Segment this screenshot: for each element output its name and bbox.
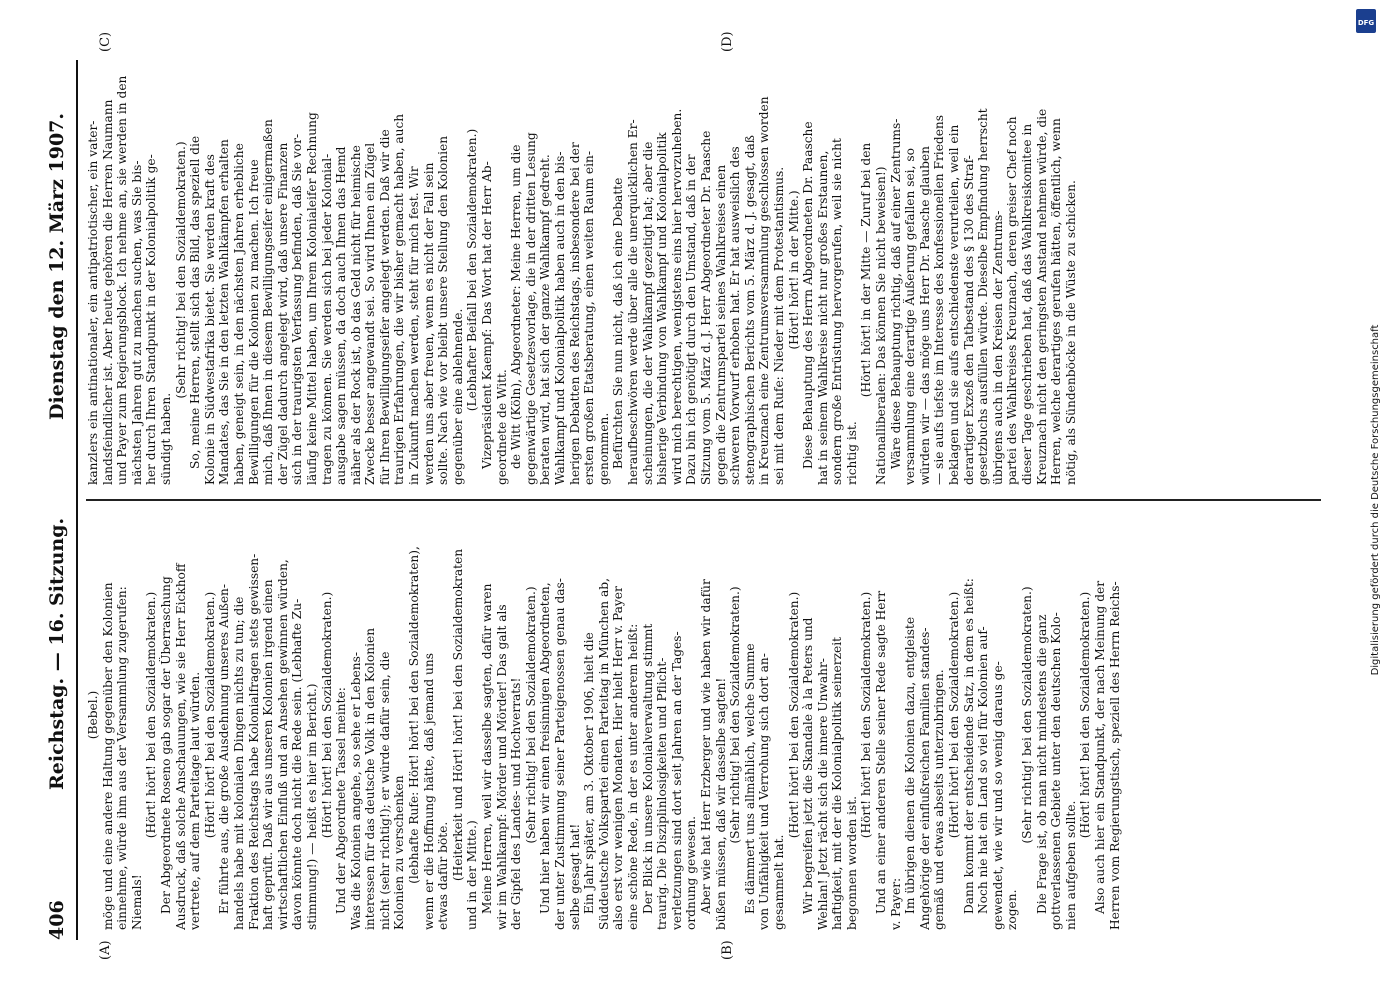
text-line: näher als der Rock ist, ob das Geld nicht für heimische (348, 145, 363, 485)
text-line: Angehörige der einflußreichen Familien standes- (917, 627, 932, 930)
text-line: tragen zu können. Sie werden sich bei jeder Kolonial- (319, 153, 334, 485)
text-line: von Unfähigkeit und Verrohung sich dort an- (757, 653, 772, 930)
text-line: Kolonie in Südwestafrika bietet. Sie werden kraft des (202, 154, 217, 485)
text-line: Ein Jahr später, am 3. Oktober 1906, hielt die (582, 632, 597, 914)
text-line: gegen die Zentrumspartei seines Wahlkreises einen (713, 164, 728, 485)
text-line: in Zukunft machen werden, steht für mich fest. Wir (407, 166, 422, 485)
text-line: gottverlassenen Gebiete unter den deutschen Kolo- (1049, 612, 1064, 930)
text-line: partei des Wahlkreises Kreuznach, deren greiser Chef noch (1005, 116, 1020, 485)
text-line: vertrete, auf dem Parteitage laut würden. (188, 671, 203, 930)
text-line: Aber wie hat Herr Erzberger und wie haben wir dafür (698, 579, 713, 914)
text-line: sondern große Entrüstung hervorgerufen, weil sie nicht (830, 138, 845, 485)
text-line: (lebhafte Rufe: Hört! hört! bei den Sozialdemokraten), (407, 546, 422, 884)
text-line: Befürchten Sie nun nicht, daß ich eine Debatte (611, 177, 626, 469)
text-line: Herren vom Regierungstisch, speziell des Herrn Reichs- (1107, 581, 1122, 930)
text-line: Ausdruck, daß solche Anschauungen, wie sie Herr Eickhoff (173, 563, 188, 930)
text-line: traurig. Die Disziplinlosigkeiten und Pflicht- (655, 657, 670, 930)
margin-marker-b: (B) (720, 940, 735, 960)
text-line: begonnen worden ist. (844, 795, 859, 930)
text-line: (Sehr richtig! bei den Sozialdemokraten.) (728, 586, 743, 844)
text-line: (Hört! hört! bei den Sozialdemokraten.) (947, 591, 962, 839)
text-line: Dann kommt der entscheidende Satz, in dem es heißt: (961, 578, 976, 914)
text-line: Fraktion des Reichstags habe Kolonialfragen stets gewissen- (246, 553, 261, 930)
text-line: und Payer zum Regierungsblock. Ich nehme an, sie werden in den (115, 75, 130, 485)
svg-text:DFG: DFG (1357, 19, 1375, 27)
text-line: haftigkeit, mit der die Kolonialpolitik seinerzeit (830, 636, 845, 930)
text-line: für Ihren Bewilligungseifer angelegt werden. Daß wir die (377, 129, 392, 485)
text-line: stimmung!) — heißt es hier im Bericht.) (304, 683, 319, 930)
text-line: (Sehr richtig! bei den Sozialdemokraten.) (523, 586, 538, 844)
text-line: nicht (sehr richtig!); er würde dafür sein, die (377, 651, 392, 930)
text-line: Zwecke besser angewandt sei. So wird Ihnen ein Zügel (363, 142, 378, 485)
text-line: kanzlers ein antinationaler, ein antipatriotischer, ein vater- (86, 120, 100, 485)
text-line: de Witt (Köln), Abgeordneter: Meine Herren, um die (509, 144, 524, 469)
running-title: Reichstag. — 16. Sitzung. (46, 517, 68, 790)
text-line: läufig keine Mittel haben, um Ihrem Kolonialeifer Rechnung (304, 112, 319, 485)
text-line: selbe gesagt hat! (567, 823, 582, 930)
text-line: in Kreuznach eine Zentrumsversammlung geschlossen worden (757, 96, 772, 485)
text-line: gesetzbuchs ausfüllen würde. Dieselbe Empfindung herrscht (976, 108, 991, 485)
text-line: büßen müssen, daß wir dasselbe sagten! (713, 677, 728, 930)
text-line: interessen für das deutsche Volk in den Kolonien (363, 627, 378, 930)
text-line: scheinungen, die der Wahlkampf gezeitigt hat; aber die (640, 141, 655, 485)
text-line: heraufbeschwören werde über alle die unerquicklichen Er- (625, 119, 640, 485)
header-rule (76, 60, 78, 940)
text-line: Und der Abgeordnete Tassel meinte: (334, 687, 349, 914)
text-line: Niemals! (129, 874, 144, 930)
dfg-logo (1355, 8, 1377, 34)
text-line: sündigt haben. (158, 392, 173, 485)
svg-text:Digitalisierung gefördert durc: Digitalisierung gefördert durch die Deutsche Forschungsgemeinschaft (1370, 324, 1381, 676)
text-line: einnehme, würde ihm aus der Versammlung zugerufen: (115, 586, 130, 930)
text-line: (Hört! hört! bei den Sozialdemokraten.) (786, 591, 801, 839)
text-line: Meine Herren, weil wir dasselbe sagten, dafür waren (480, 583, 495, 914)
text-line: zogen. (1005, 889, 1020, 930)
text-line: (Hört! hört! bei den Sozialdemokraten.) (144, 591, 159, 839)
text-line: nächsten Jahren gut zu machen suchen, was Sie bis- (129, 160, 144, 485)
digitization-credit (1366, 60, 1382, 940)
text-line: Es dämmert uns allmählich, welche Summe (742, 643, 757, 914)
text-line: (Hört! hört! in der Mitte — Zuruf bei den (859, 142, 874, 398)
text-line: handels habe mit kolonialen Dingen nichts zu tun; die (231, 596, 246, 930)
text-line: genommen. (596, 412, 611, 485)
text-line: haben, geneigt sein, in den nächsten Jahren erhebliche (231, 143, 246, 485)
column-divider (86, 499, 1321, 501)
text-line: Der Blick in unsere Kolonialverwaltung stimmt (640, 623, 655, 914)
text-line: Bewilligungen für die Kolonien zu machen. Ich freue (246, 159, 261, 485)
text-line: der Zügel dadurch angelegt wird, daß unsere Finanzen (275, 142, 290, 485)
text-line: Und hier haben wir einen freisinnigen Abgeordneten, (538, 582, 553, 914)
text-line: Der Abgeordnete Roseno gab sogar der Überraschung (158, 576, 173, 914)
text-line: (Lebhafter Beifall bei den Sozialdemokraten.) (465, 128, 480, 412)
text-line: stenographischen Berichts vom 5. März d. J. gesagt, daß (742, 135, 757, 485)
text-line: wird mich berechtigen, wenigstens eins hier hervorzuheben. (669, 108, 684, 485)
text-line: möge und eine andere Haltung gegenüber den Kolonien (100, 582, 115, 930)
text-line: Wehlan! Jetzt rächt sich die innere Unwahr- (815, 658, 830, 930)
margin-marker-d: (D) (720, 31, 735, 52)
text-line: gesammelt hat. (771, 834, 786, 930)
text-line: und in der Mitte.) (465, 820, 480, 930)
page-header (42, 60, 76, 940)
text-line: ausgabe sagen müssen, da doch auch Ihnen das Hemd (334, 146, 349, 485)
session-date: Dienstag den 12. März 1907. (46, 112, 68, 420)
text-line: der Gipfel des Landes- und Hochverrats! (509, 677, 524, 930)
text-line: gewendet, wie wir und so wenig daraus ge- (990, 661, 1005, 930)
text-line: Also auch hier ein Standpunkt, der nach Meinung der (1092, 580, 1107, 914)
text-line: bisherige Verbindung von Wahlkampf und Kolonialpolitik (655, 132, 670, 485)
text-line: geordnete de Witt. (494, 369, 509, 485)
text-line: Wäre diese Behauptung richtig, daß auf einer Zentrums- (888, 118, 903, 469)
text-line: Vizepräsident Kaempf: Das Wort hat der Herr Ab- (480, 161, 495, 469)
text-line: Süddeutsche Volkspartei einen Parteitag in München ab, (596, 578, 611, 930)
text-line: dieser Tage geschrieben hat, daß das Wahlkreiskomitee in (1020, 123, 1034, 485)
text-line: sei mit dem Rufe: Nieder mit dem Protestantismus. (771, 166, 786, 485)
text-line: gegenwärtige Gesetzesvorlage, die in der dritten Lesung (523, 132, 538, 485)
text-line: (Sehr richtig! bei den Sozialdemokraten.) (1020, 586, 1034, 844)
text-line: richtig ist. (844, 421, 859, 485)
text-line: sollte. Nach wie vor bleibt unsere Stellung den Kolonien (436, 135, 451, 485)
text-line: hat in seinem Wahlkreise nicht nur großes Erstaunen, (815, 150, 830, 485)
text-line: Kreuznach nicht den geringsten Anstand nehmen würde, die (1034, 108, 1049, 485)
text-line: traurigen Erfahrungen, die wir bisher gemacht haben, auch (392, 113, 407, 485)
text-line: landsfeindlicher ist. Aber heute gehören die Herren Naumann (100, 99, 115, 485)
text-line: etwas dafür böte. (436, 821, 451, 930)
text-line: derartiger Exzeß den Tatbestand des § 130 des Straf- (961, 155, 976, 485)
page-number: 406 (46, 900, 68, 940)
text-line: also erst vor wenigen Monaten. Hier hielt Herr v. Payer (611, 586, 626, 930)
text-line: (Hört! hört! in der Mitte.) (786, 190, 801, 350)
text-line: würden wir — das möge uns Herr Dr. Paasche glauben (917, 146, 932, 485)
left-text-column (86, 500, 1321, 930)
text-line: Herren, welche derartiges gerufen hätten, öffentlich, wenn (1049, 118, 1064, 485)
text-line: ersten großen Etatsberatung, einen weiten Raum ein- (582, 151, 597, 485)
text-line: (Heiterkeit und Hört! hört! bei den Sozialdemokraten (450, 548, 465, 882)
text-line: ordnung gewesen. (684, 815, 699, 930)
right-text-column (86, 55, 1321, 485)
text-line: Im übrigen dienen die Kolonien dazu, entgleiste (903, 616, 918, 914)
text-line: schweren Vorwurf erhoben hat. Er hat ausweislich des (728, 146, 743, 485)
text-line: Dazu bin ich genötigt durch den Umstand, daß in der (684, 154, 699, 485)
text-line: beraten wird, hat sich der ganze Wahlkampf gedreht. (538, 154, 553, 485)
text-line: her durch Ihren Standpunkt in der Kolonialpolitik ge- (144, 154, 159, 485)
text-line: (Hört! hört! bei den Sozialdemokraten.) (1078, 591, 1093, 839)
text-line: wirtschaftlichen Einfluß und an Ansehen gewinnen würden, (275, 559, 290, 930)
text-line: (Sehr richtig! bei den Sozialdemokraten.) (173, 141, 188, 399)
text-line: v. Payer: (888, 877, 903, 930)
text-line: davon könnte doch nicht die Rede sein. (Lebhafte Zu- (290, 598, 305, 930)
text-line: herigen Debatten des Reichstags, insbesondere bei der (567, 142, 582, 485)
text-line: Nationalliberalen: Das können Sie nicht beweisen!) (874, 166, 889, 485)
text-line: Mandates, das Sie in den letzten Wahlkämpfen erhalten (217, 139, 232, 485)
text-line: werden uns aber freuen, wenn es nicht der Fall sein (421, 162, 436, 485)
text-line: Und an einer anderen Stelle seiner Rede sagte Herr (874, 590, 889, 914)
text-line: gemäß und etwas abseits unterzubringen. (932, 669, 947, 930)
text-line: versammlung eine derartige Äußerung gefallen sei, so (903, 148, 918, 485)
text-line: eine schöne Rede, in der es unter anderem heißt: (625, 623, 640, 930)
text-line: Kolonien zu verschenken (392, 775, 407, 930)
text-line: Noch nie hat ein Land so viel für Kolonien auf- (976, 626, 991, 914)
text-line: haft geprüft. Daß wir aus unseren Kolonien irgend einen (261, 579, 276, 930)
text-line: wir im Wahlkampf: Mörder und Mörder! Das galt als (494, 604, 509, 930)
text-line: sich in der traurigsten Verfassung befinden, daß Sie vor- (290, 133, 305, 485)
text-line: Wir begreifen jetzt die Skandale à la Peters und (801, 617, 816, 914)
text-line: nien aufgeben sollte. (1063, 800, 1078, 930)
text-line: nötig, als Sündenböcke in die Wüste zu schicken. (1063, 180, 1078, 485)
text-line: (Hört! hört! bei den Sozialdemokraten.) (202, 591, 217, 839)
text-line: Die Frage ist, ob man nicht mindestens die ganz (1034, 614, 1049, 914)
text-line: Er führte aus, die große Ausdehnung unseres Außen- (217, 583, 232, 914)
text-line: übrigens auch in den Kreisen der Zentrums- (990, 210, 1005, 485)
text-line: verletzungen sind dort seit Jahren an der Tages- (669, 631, 684, 930)
margin-marker-c: (C) (98, 31, 113, 52)
text-line: gegenüber eine ablehnende. (450, 308, 465, 485)
text-line: beklagen und sie aufs entschiedenste verurteilen, weil ein (947, 124, 962, 485)
text-line: — sie aufs tiefste im Interesse des konfessionellen Friedens (932, 114, 947, 485)
text-line: (Hört! hört! bei den Sozialdemokraten.) (319, 591, 334, 839)
text-line: (Bebel.) (86, 690, 100, 740)
text-line: Wahlkampf und Kolonialpolitik haben auch in den bis- (553, 151, 567, 485)
text-line: mich, daß Ihnen in diesem Bewilligungseifer einigermaßen (261, 119, 276, 485)
text-line: Diese Behauptung des Herrn Abgeordneten Dr. Paasche (801, 121, 816, 469)
text-line: So, meine Herren, stellt sich das Bild, das speziell die (188, 135, 203, 469)
text-line: wenn er die Hoffnung hätte, daß jemand uns (421, 652, 436, 930)
text-line: (Hört! hört! bei den Sozialdemokraten.) (859, 591, 874, 839)
text-line: Sitzung vom 5. März d. J. Herr Abgeordneter Dr. Paasche (698, 130, 713, 485)
text-line: der unter Zustimmung seiner Parteigenossen genau das- (553, 578, 567, 930)
margin-marker-a: (A) (98, 940, 113, 960)
text-line: Was die Kolonien angehe, so sehe er Lebens- (348, 652, 363, 930)
